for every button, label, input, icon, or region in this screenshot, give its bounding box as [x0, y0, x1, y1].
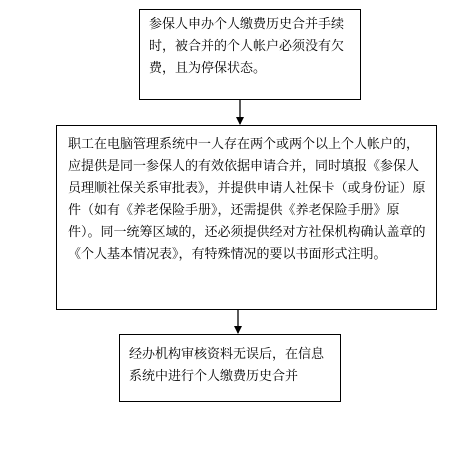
flow-step-2-box: [56, 125, 437, 310]
flow-step-3-box: [119, 334, 341, 402]
flow-step-1-box: [139, 9, 361, 100]
flow-step-3-text: 经办机构审核资料无误后，在信息系统中进行个人缴费历史合并: [129, 347, 325, 384]
flow-step-1-text: 参保人申办个人缴费历史合并手续时，被合并的个人帐户必须没有欠费，且为停保状态。: [149, 17, 345, 76]
flow-step-2-text: 职工在电脑管理系统中一人存在两个或两个以上个人帐户的，应提供是同一参保人的有效依据申请合并，同时填报《参保人员理顺社保关系审批表》，并提供申请人社保卡（或身份证）原件（如有《养老保险手册》，还需提供《养老保险手册》原件）。同一统筹区域的，还必须提供经对方社保机构确认盖章的《个人基本情况表》，有特殊情况的要以书面形式注明。: [68, 137, 426, 262]
